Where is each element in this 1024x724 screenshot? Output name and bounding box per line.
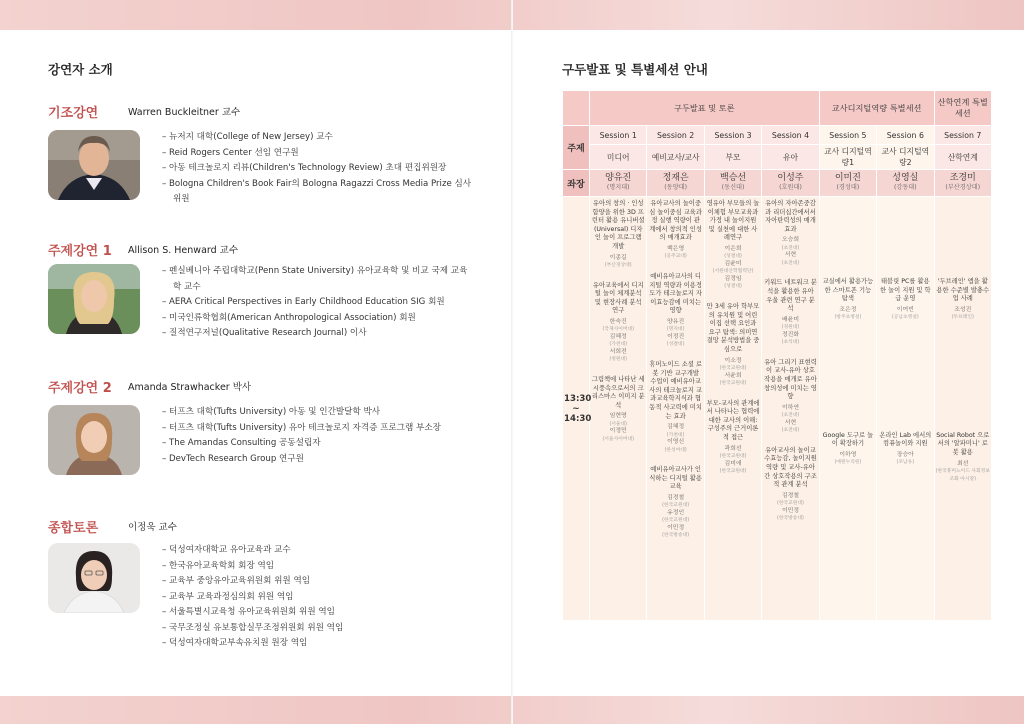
talk-title: 키워드 네트워크 분석을 활용한 유아 우울 관련 연구 분석 bbox=[764, 279, 817, 313]
session-theme: 부모 bbox=[704, 145, 761, 170]
talk-item bbox=[648, 200, 702, 261]
presenter-affiliation: (국제사이버대) bbox=[602, 327, 634, 333]
bio-line: – 아동 테크놀로지 리뷰(Children's Technology Review) 초대 편집위원장 bbox=[162, 161, 472, 177]
session-label: Session 1 bbox=[590, 126, 647, 145]
session-column bbox=[934, 197, 991, 621]
talk-presenters bbox=[763, 317, 817, 347]
speaker-bio bbox=[162, 543, 472, 652]
speaker-role: 주제강연 2 bbox=[48, 380, 112, 396]
presenter-affiliation: (가천대) bbox=[609, 342, 628, 348]
speaker-photo bbox=[48, 543, 140, 613]
presenter-affiliation: (성결대) bbox=[666, 342, 685, 348]
talk-item bbox=[763, 200, 817, 267]
presenter-affiliation: (초전대) bbox=[781, 413, 800, 419]
presenter-affiliation: (한국방송대) bbox=[662, 533, 690, 539]
session-chair bbox=[877, 170, 934, 197]
program-page bbox=[562, 60, 992, 621]
presenter-name: 정진화 bbox=[781, 331, 800, 338]
bio-line: – 미국인류학협회(American Anthropological Association) 회원 bbox=[162, 311, 472, 327]
speaker-name: Warren Buckleitner 교수 bbox=[128, 107, 241, 118]
session-label: Session 5 bbox=[819, 126, 876, 145]
presenter-name: 이정민 bbox=[609, 428, 627, 435]
speaker-photo bbox=[48, 264, 140, 334]
presenter-name: 양유진 bbox=[667, 318, 685, 325]
talk-item bbox=[821, 278, 875, 322]
presenter-affiliation: (한국방송대) bbox=[777, 516, 804, 522]
session-column bbox=[590, 197, 647, 621]
presenter-affiliation: (예원누리원) bbox=[834, 460, 862, 466]
speaker-name: Allison S. Henward 교수 bbox=[128, 245, 239, 256]
talk-presenters bbox=[648, 495, 702, 540]
presenter-affiliation: (한국휴머노이드 사회정보조화 아시장) bbox=[935, 469, 990, 482]
talk-presenters bbox=[591, 255, 645, 270]
presenter-affiliation: (초전대) bbox=[781, 260, 800, 266]
talk-presenters bbox=[591, 319, 645, 364]
talk-item bbox=[591, 200, 645, 270]
speaker-role: 종합토론 bbox=[48, 520, 99, 536]
chair-name: 이성주 bbox=[777, 173, 804, 183]
bio-line: – 펜실베니아 주립대학교(Penn State University) 유아교육학 및 비교 국제 교육학 교수 bbox=[162, 264, 472, 295]
speaker-role: 기조강연 bbox=[48, 105, 99, 121]
presenter-name: 이여빈 bbox=[896, 306, 914, 313]
presenter-name: 조성진 bbox=[954, 306, 972, 313]
session-chair bbox=[819, 170, 876, 197]
speakers-section-title: 강연자 소개 bbox=[48, 62, 113, 77]
talk-title: 유아의 자아존중감과 리더십간에서서 자아탄력성의 매개효과 bbox=[765, 200, 816, 233]
presenter-affiliation: (서원대산학협력단) bbox=[712, 269, 754, 275]
talk-presenters bbox=[763, 493, 817, 523]
presenter-affiliation: (한국교원대) bbox=[719, 469, 747, 474]
speaker-photo bbox=[48, 405, 140, 475]
talk-presenters bbox=[706, 358, 760, 388]
bio-line: – 터프츠 대학(Tufts University) 유아 테크놀로지 자격증 프로그램 부소장 bbox=[162, 421, 472, 437]
presenter-name: 한숙진 bbox=[609, 318, 627, 325]
presenter-affiliation: (초전대) bbox=[781, 428, 800, 434]
talk-presenters bbox=[936, 307, 990, 322]
bio-line: – The Amandas Consulting 공동설립자 bbox=[162, 436, 472, 452]
talk-presenters bbox=[648, 424, 702, 454]
presenter-name: 배윤미 bbox=[781, 316, 800, 323]
chair-affiliation: (호원대) bbox=[779, 184, 802, 191]
group-header-oral: 구두발표 및 토론 bbox=[590, 91, 820, 126]
talk-presenters bbox=[878, 452, 932, 467]
presenter-affiliation: (포남유) bbox=[896, 460, 915, 466]
chair-affiliation: (부산경상대) bbox=[945, 184, 981, 191]
speaker-topic-1 bbox=[48, 240, 478, 377]
talk-presenters bbox=[648, 319, 702, 349]
presenter-name: 이소정 bbox=[724, 357, 742, 364]
speaker-name: 이정욱 교수 bbox=[128, 522, 177, 533]
presenter-name: 김혜정 bbox=[609, 333, 627, 340]
talk-item bbox=[706, 400, 760, 476]
presenter-affiliation: (서울사이버대) bbox=[602, 436, 634, 442]
presenter-affiliation: (성결대) bbox=[724, 254, 742, 260]
presenter-affiliation: (초석대) bbox=[781, 340, 800, 346]
talk-title: Google 도구로 놀이 확장하기 bbox=[822, 431, 874, 448]
theme-row-label: 주제 bbox=[563, 126, 590, 170]
chair-name: 이미진 bbox=[834, 173, 861, 183]
presenter-affiliation: (초전대) bbox=[781, 245, 800, 251]
talk-presenters bbox=[706, 246, 760, 291]
bio-line: – 서울특별시교육청 유아교육위원회 위원 역임 bbox=[162, 605, 472, 621]
bio-line: – 질적연구저널(Qualitative Research Journal) 이사 bbox=[162, 326, 472, 342]
bio-line: – 한국유아교육학회 회장 역임 bbox=[162, 559, 472, 575]
session-label: Session 2 bbox=[647, 126, 704, 145]
program-table bbox=[562, 90, 992, 621]
presenter-name: 김미애 bbox=[724, 460, 742, 467]
presenter-affiliation: (부산경상대) bbox=[604, 263, 632, 269]
presenter-name: 이종길 bbox=[609, 254, 627, 261]
talk-item bbox=[591, 376, 645, 443]
talk-item bbox=[648, 361, 702, 454]
chair-row-label: 좌장 bbox=[563, 170, 590, 197]
presenter-name: 조은정 bbox=[839, 306, 857, 313]
talk-title: 부모-교사의 관계에서 나타나는 협력에 대한 교사의 이해: 구성주의 근거이론적 접근 bbox=[706, 399, 760, 441]
presenter-affiliation: (한성여대) bbox=[664, 447, 687, 453]
session-theme: 교사 디지털역량2 bbox=[877, 145, 934, 170]
speakers-page bbox=[48, 60, 478, 657]
chair-affiliation: (동양대) bbox=[664, 184, 688, 191]
corner-cell bbox=[563, 91, 590, 126]
talk-item bbox=[763, 279, 817, 346]
speaker-role: 주제강연 1 bbox=[48, 243, 112, 259]
bio-line: – 교육부 교육과정심의회 위원 역임 bbox=[162, 590, 472, 606]
talk-title: 유아교사의 놀이중심 놀이중심 교육과정 실행 역량이 관계에서 창의적 인성의 매개효과 bbox=[649, 200, 702, 242]
talk-presenters bbox=[821, 452, 875, 467]
talk-title: 유아 그리기 표현력이 교사-유아 상호작용을 매개로 유아 창의성에 미치는 영향 bbox=[764, 358, 817, 401]
session-chair bbox=[762, 170, 819, 197]
talk-item bbox=[878, 278, 932, 322]
speaker-topic-2 bbox=[48, 377, 478, 517]
session-column bbox=[877, 197, 934, 621]
presenter-affiliation: (한국교원대) bbox=[662, 503, 690, 509]
time-slot: 13:30 ~ 14:30 bbox=[563, 197, 590, 621]
chair-affiliation: (경성대) bbox=[836, 184, 860, 191]
presenter-name: 김윤미 bbox=[724, 260, 742, 267]
talk-presenters bbox=[706, 446, 760, 476]
chair-affiliation: (명지대) bbox=[606, 184, 630, 191]
presenter-affiliation: (가천대) bbox=[666, 432, 685, 438]
presenter-name: 김경철 bbox=[781, 492, 800, 499]
bio-line: – 덕성여자대학교 유아교육과 교수 bbox=[162, 543, 472, 559]
talk-item bbox=[936, 432, 990, 483]
talk-item bbox=[878, 432, 932, 467]
presenter-name: 이은희 bbox=[724, 245, 742, 252]
session-column bbox=[819, 197, 876, 621]
chair-name: 조경미 bbox=[949, 173, 976, 183]
presenter-name: 이정진 bbox=[667, 333, 685, 340]
talk-title: '두브레인' 앱을 활용한 수준별 발충수업 사례 bbox=[936, 278, 990, 303]
presenter-name: 이민정 bbox=[667, 524, 685, 531]
chair-affiliation: (동신대) bbox=[721, 184, 745, 191]
speaker-bio bbox=[162, 405, 472, 467]
talk-title: 온라인 Lab 에서의 컴퓨놀이와 지원 bbox=[879, 431, 932, 448]
presenter-name: 김혜정 bbox=[667, 424, 685, 431]
presenter-name: 서윤희 bbox=[724, 372, 742, 379]
presenter-affiliation: (한국교원대) bbox=[777, 501, 804, 507]
presenter-affiliation: (공남초병설) bbox=[891, 315, 919, 321]
presenter-name: 유정인 bbox=[667, 509, 685, 516]
session-chair bbox=[934, 170, 991, 197]
presenter-name: 김경철 bbox=[667, 494, 685, 501]
bio-line: – Reid Rogers Center 선임 연구원 bbox=[162, 146, 472, 162]
talk-item bbox=[821, 432, 875, 467]
talk-presenters bbox=[763, 237, 817, 267]
chair-affiliation: (강동대) bbox=[893, 184, 917, 191]
session-theme: 교사 디지털역량1 bbox=[819, 145, 876, 170]
session-column bbox=[647, 197, 704, 621]
presenter-affiliation: (방주초병설) bbox=[834, 315, 862, 321]
presenter-name: 서현 bbox=[784, 419, 797, 426]
presenter-affiliation: (경원대) bbox=[781, 325, 800, 331]
presenter-name: 최선 bbox=[957, 460, 969, 467]
presenter-name: 장승아 bbox=[896, 451, 914, 458]
presenter-name: 곽희선 bbox=[724, 445, 742, 452]
talk-title: 태블릿 PC를 활용한 놀이 지원 및 학급 운영 bbox=[880, 278, 931, 303]
page-fold bbox=[511, 0, 513, 724]
bio-line: – Bologna Children's Book Fair의 Bologna Ragazzi Cross Media Prize 심사위원 bbox=[162, 177, 472, 208]
presenter-affiliation: (공주교대) bbox=[664, 254, 687, 260]
presenter-affiliation: (서울대) bbox=[609, 421, 628, 427]
presenter-affiliation: (청원대) bbox=[609, 357, 628, 363]
chair-name: 백승선 bbox=[720, 173, 747, 183]
speaker-discussion bbox=[48, 517, 478, 657]
presenter-name: 이민정 bbox=[781, 507, 800, 514]
speaker-bio bbox=[162, 130, 472, 208]
presenter-affiliation: (명지대) bbox=[666, 327, 685, 333]
presenter-name: 오승희 bbox=[781, 237, 800, 244]
bio-line: – 터프츠 대학(Tufts University) 아동 및 인간발달학 박사 bbox=[162, 405, 472, 421]
speaker-bio bbox=[162, 264, 472, 342]
session-theme: 예비교사/교사 bbox=[647, 145, 704, 170]
talk-item bbox=[706, 200, 760, 291]
talk-presenters bbox=[591, 413, 645, 443]
talk-presenters bbox=[763, 405, 817, 435]
talk-title: 예비유아교사가 인식하는 디지털 활용 교육 bbox=[649, 466, 702, 491]
talk-item bbox=[648, 273, 702, 349]
bio-line: – AERA Critical Perspectives in Early Childhood Education SIG 회원 bbox=[162, 295, 472, 311]
bio-line: – 교육부 중앙유아교육위원회 위원 역임 bbox=[162, 574, 472, 590]
speaker-name: Amanda Strawhacker 박사 bbox=[128, 382, 252, 393]
talk-title: 예비유아교사의 디지털 역량과 이용정도가 테크놀로지 자이효능감에 미치는 영향 bbox=[649, 272, 702, 315]
talk-item bbox=[648, 466, 702, 540]
talk-title: 영유아 부모들의 놀이체험 부모교육과 가정 내 놀이지원 및 실천에 대한 사례연구 bbox=[706, 200, 760, 242]
talk-item bbox=[763, 359, 817, 435]
presenter-name: 서현 bbox=[784, 252, 797, 259]
presenter-name: 서희전 bbox=[609, 348, 627, 355]
presenter-name: 이영신 bbox=[667, 439, 685, 446]
group-header-industry: 산학연계 특별세션 bbox=[934, 91, 991, 126]
presenter-name: 이하연 bbox=[781, 404, 800, 411]
chair-name: 양유진 bbox=[605, 173, 632, 183]
presenter-affiliation: (한국교원대) bbox=[719, 454, 747, 459]
presenter-affiliation: (성결대) bbox=[724, 284, 742, 290]
session-chair bbox=[647, 170, 704, 197]
session-label: Session 7 bbox=[934, 126, 991, 145]
talk-item bbox=[591, 282, 645, 364]
bio-line: – DevTech Research Group 연구원 bbox=[162, 452, 472, 468]
talk-item bbox=[936, 278, 990, 322]
session-label: Session 6 bbox=[877, 126, 934, 145]
group-header-teacher-digital: 교사디지털역량 특별세션 bbox=[819, 91, 934, 126]
session-label: Session 3 bbox=[704, 126, 761, 145]
talk-item bbox=[763, 447, 817, 523]
program-section-title: 구두발표 및 특별세션 안내 bbox=[562, 62, 708, 77]
session-theme: 산학연계 bbox=[934, 145, 991, 170]
talk-title: 유아의 창의 · 인성 함양을 위한 3D 프린터 활용 유니버셜(Universal) 디자인 놀이 프로그램 개발 bbox=[591, 200, 645, 250]
talk-title: 교실에서 활용가능한 스마트폰 기능 탐색 bbox=[822, 278, 874, 303]
talk-title: 그림책에 나타난 세시풍속으로서의 크리스마스 이미지 분석 bbox=[591, 375, 645, 409]
bio-line: – 국무조정실 유보통합실무조정위원회 위원 역임 bbox=[162, 621, 472, 637]
chair-name: 정재은 bbox=[662, 173, 689, 183]
talk-title: Social Robot 으로서의 '알파미니' 로봇 활용 bbox=[936, 431, 990, 456]
session-column bbox=[704, 197, 761, 621]
presenter-name: 임현명 bbox=[609, 413, 627, 420]
presenter-affiliation: (한국교원대) bbox=[719, 381, 747, 387]
session-theme: 유아 bbox=[762, 145, 819, 170]
speaker-photo bbox=[48, 130, 140, 200]
talk-presenters bbox=[648, 246, 702, 261]
talk-title: 만 3세 유아 학부모의 유치원 및 어린이집 선택 요인과 요구 탐색: 의미연결망 분석방법을 중심으로 bbox=[706, 302, 760, 353]
presenter-affiliation: (한국교원대) bbox=[662, 518, 690, 524]
presenter-affiliation: (두브레인) bbox=[951, 315, 974, 321]
talk-presenters bbox=[936, 461, 990, 484]
session-theme: 미디어 bbox=[590, 145, 647, 170]
session-label: Session 4 bbox=[762, 126, 819, 145]
session-column bbox=[762, 197, 819, 621]
session-chair bbox=[704, 170, 761, 197]
talk-title: 유아교육에서 디지털 놀이 체계분석 및 현장사례 분석 연구 bbox=[592, 281, 644, 315]
presenter-name: 백은영 bbox=[667, 245, 685, 252]
talk-title: 휴머노이드 소셜 로봇 기반 교구개발 수업이 예비유아교사의 테크놀로지 교과교육학지식과 협동적 사고력에 미치는 효과 bbox=[649, 360, 702, 420]
talk-title: 유아교사의 놀이교수효능감, 놀이지원역량 및 교사-유아 간 상호작용의 구조적 관계 분석 bbox=[764, 446, 817, 489]
presenter-name: 이하영 bbox=[839, 451, 857, 458]
bio-line: – 덕성여자대학교부속유치원 원장 역임 bbox=[162, 636, 472, 652]
talk-item bbox=[706, 303, 760, 388]
speaker-keynote bbox=[48, 102, 478, 240]
bio-line: – 뉴저지 대학(College of New Jersey) 교수 bbox=[162, 130, 472, 146]
chair-name: 성영실 bbox=[892, 173, 919, 183]
session-chair bbox=[590, 170, 647, 197]
presenter-affiliation: (한국교원대) bbox=[719, 366, 747, 372]
talk-presenters bbox=[821, 307, 875, 322]
talk-presenters bbox=[878, 307, 932, 322]
presenter-name: 김정임 bbox=[724, 275, 742, 282]
